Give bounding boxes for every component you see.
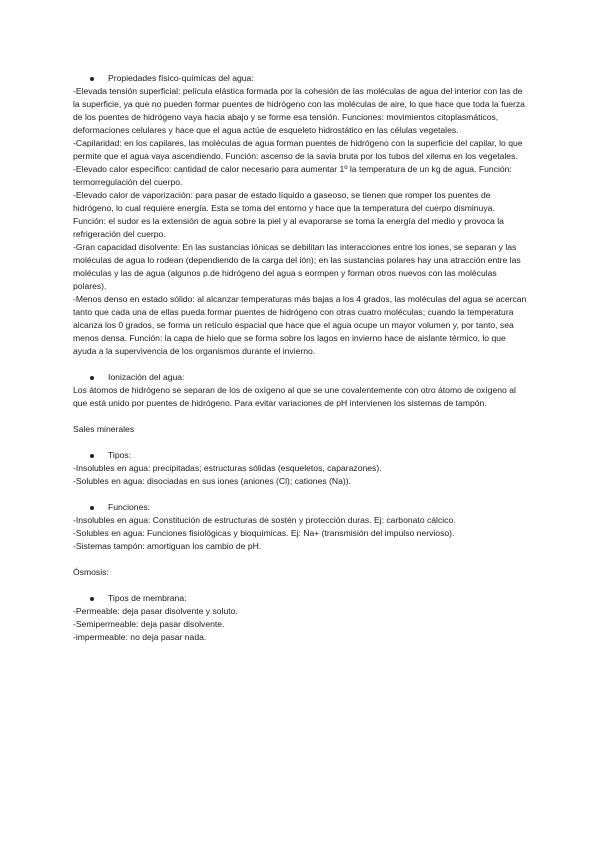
paragraph-capilaridad: -Capilaridad: en los capilares, las moléculas de agua forman puentes de hidrógeno con la superficie del capilar, lo que permite que el agua vaya ascendiendo. Función: ascenso de la savia bruta por los tubos del xilema en los vegetales. bbox=[73, 138, 523, 161]
bullet-dot-icon bbox=[90, 454, 94, 458]
bullet-label: Tipos de membrana: bbox=[108, 593, 187, 603]
bullet-dot-icon bbox=[90, 376, 94, 380]
bullet-label: Funciones: bbox=[108, 502, 151, 512]
line-funciones-insolubles: -Insolubles en agua: Constitución de estructuras de sostén y protección duras. Ej: carbonato cálcico. bbox=[73, 515, 456, 525]
bullet-funciones bbox=[73, 501, 529, 514]
bullet-label: Tipos: bbox=[108, 450, 132, 460]
bullet-propiedades bbox=[73, 72, 529, 85]
paragraph-calor-especifico: -Elevado calor específico: cantidad de calor necesario para aumentar 1º la temperatura de un kg de agua. Función: termorregulación del cuerpo. bbox=[73, 164, 512, 187]
paragraph-ionizacion: Los átomos de hidrógeno se separan de los de oxígeno al que se une covalentemente con otro átomo de oxígeno al que está unido por puentes de hidrógeno. Para evitar variaciones de pH intervienen los sistemas de tampón. bbox=[73, 385, 516, 408]
bullet-tipos bbox=[73, 449, 529, 462]
document-content bbox=[73, 72, 529, 644]
line-semipermeable: -Semipermeable: deja pasar disolvente. bbox=[73, 619, 225, 629]
line-permeable: -Permeable: deja pasar disolvente y soluto. bbox=[73, 606, 238, 616]
line-funciones-solubles: -Solubles en agua: Funciones fisiológicas y bioquímicas. Ej: Na+ (transmisión del impulso nervioso). bbox=[73, 528, 455, 538]
bullet-dot-icon bbox=[90, 77, 94, 81]
paragraph-tension: -Elevada tensión superficial: película elástica formada por la cohesión de las moléculas de agua del interior con las de la superficie, ya que no pueden formar puentes de hidrógeno con las moléculas de aire, lo que hace que toda la fuerza de los puentes de hidrógeno vaya hacia abajo y se forme esa tensión. Funciones: movimientos citoplasmáticos, deformaciones celulares y hace que el agua actúe de esqueleto hidrostático en las células vegetales. bbox=[73, 86, 525, 135]
line-tipos-insolubles: -Insolubles en agua: precipitadas; estructuras sólidas (esqueletos, caparazones). bbox=[73, 463, 382, 473]
bullet-dot-icon bbox=[90, 506, 94, 510]
line-impermeable: -impermeable: no deja pasar nada. bbox=[73, 632, 207, 642]
heading-sales-minerales: Sales minerales bbox=[73, 424, 135, 434]
paragraph-disolvente: -Gran capacidad disolvente: En las sustancias iónicas se debilitan las interacciones entre los iones, se separan y las moléculas de agua lo rodean (dependiendo de la carga del ión); en las sustancias polares hay una atracción entre las moléculas y las de agua (algunos p.de hidrógeno del agua s eormpen y forman otros nuevos con las moléculas polares). bbox=[73, 242, 521, 291]
bullet-membrana bbox=[73, 592, 529, 605]
line-funciones-tampon: -Sistemas tampón: amortiguan los cambio de pH. bbox=[73, 541, 262, 551]
bullet-label: Ionización del agua: bbox=[108, 372, 185, 382]
bullet-label: Propiedades físico-químicas del agua: bbox=[108, 73, 254, 83]
line-tipos-solubles: -Solubles en agua: disociadas en sus iones (aniones (Cl); cationes (Na)). bbox=[73, 476, 352, 486]
heading-osmosis: Ósmosis: bbox=[73, 567, 109, 577]
paragraph-densidad: -Menos denso en estado sólido: al alcanzar temperaturas más bajas a los 4 grados, las moléculas del agua se acercan tanto que cada una de ellas pueda formar puentes de hidrógeno con otras cuatro moléculas; cuando la temperatura alcanza los 0 grados, se forma un retículo espacial que hace que el agua ocupe un mayor volumen y, por tanto, sea menos densa. Función: la capa de hielo que se forma sobre los lagos en invierno hace de aislante térmico, lo que ayuda a la supervivencia de los organismos durante el invierno. bbox=[73, 294, 527, 356]
paragraph-calor-vaporizacion: -Elevado calor de vaporización: para pasar de estado líquido a gaseoso, se tienen que romper los puentes de hidrógeno, lo cual requiere energía. Esta se toma del entorno y hace que la temperatura del cuerpo disminuya. Función: el sudor es la extensión de agua sobre la piel y al evaporarse se toma la energía del medio y provoca la refrigeración del cuerpo. bbox=[73, 190, 504, 239]
bullet-dot-icon bbox=[90, 597, 94, 601]
bullet-ionizacion bbox=[73, 371, 529, 384]
